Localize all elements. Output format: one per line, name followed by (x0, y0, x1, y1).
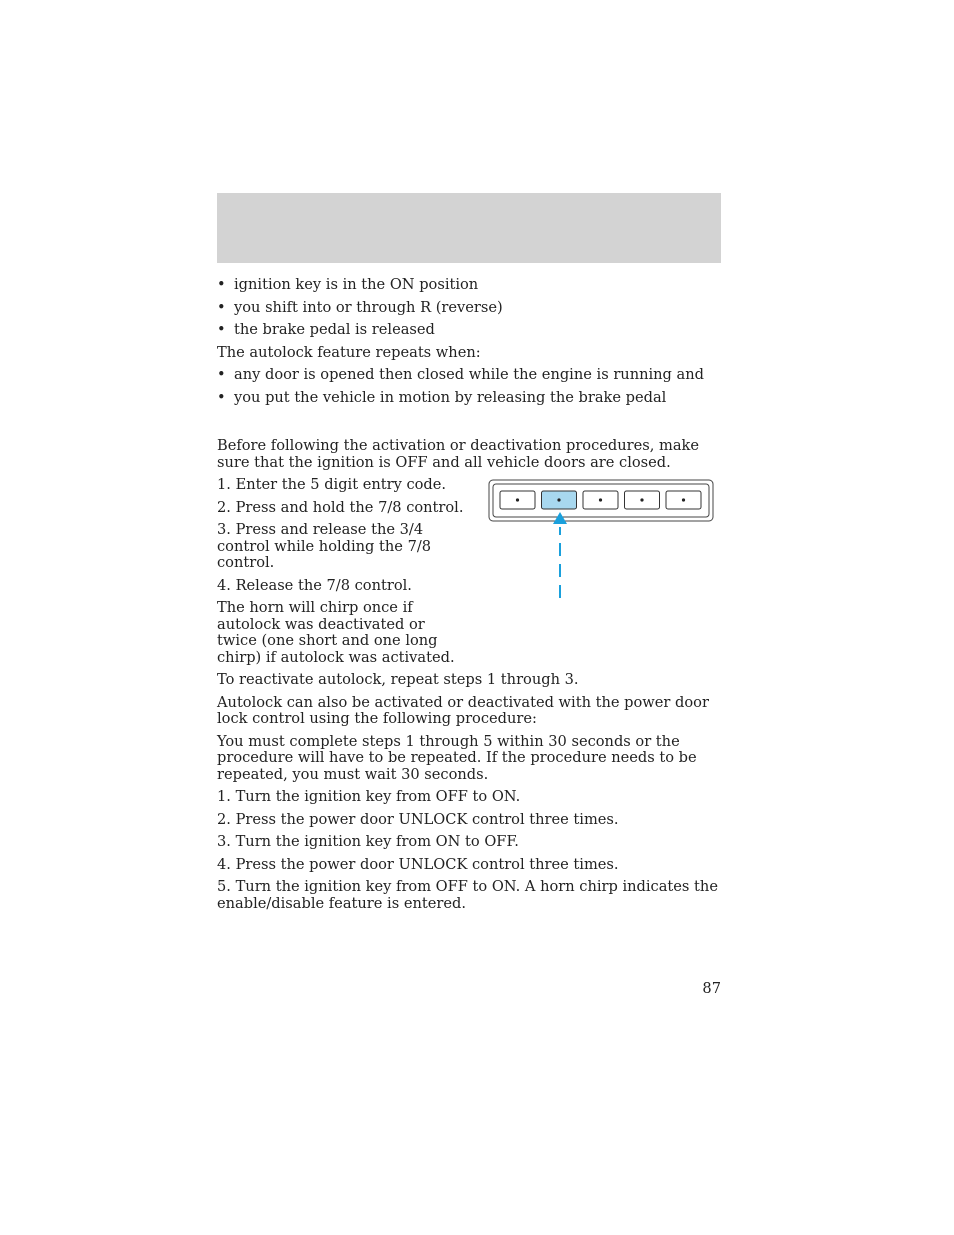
repeat-intro: The autolock feature repeats when: (217, 343, 481, 361)
bullet-icon: • (217, 321, 226, 338)
bullet-icon: • (217, 276, 226, 293)
power-step: 1. Turn the ignition key from OFF to ON. (217, 788, 521, 805)
power-lock-intro: Autolock can also be activated or deactivated with the power door lock control using the following procedure: (217, 693, 709, 727)
bullet-icon: • (217, 298, 226, 316)
list-item-text: the brake pedal is released (234, 321, 435, 338)
list-item (217, 277, 723, 294)
keypad-step: 1. Enter the 5 digit entry code. (217, 476, 447, 493)
horn-note: The horn will chirp once if autolock was deactivated or twice (one short and one long chirp) if autolock was activated. (217, 599, 455, 666)
page-number: 87 (702, 980, 721, 997)
keypad-buttons (500, 491, 701, 509)
list-item (217, 390, 723, 407)
keypad-step: 2. Press and hold the 7/8 control. (217, 498, 464, 516)
list-item (217, 300, 723, 317)
list-item-text: ignition key is in the ON position (234, 276, 479, 293)
keypad-button-dot-icon (599, 498, 602, 501)
keypad-step: 4. Release the 7/8 control. (217, 576, 412, 594)
keypad-button-dot-icon (557, 498, 560, 501)
keypad-step: 3. Press and release the 3/4 control while holding the 7/8 control. (217, 521, 432, 571)
reactivate-note: To reactivate autolock, repeat steps 1 through 3. (217, 671, 579, 688)
power-step: 2. Press the power door UNLOCK control three times. (217, 810, 619, 828)
keypad-section (217, 477, 723, 672)
list-item (217, 367, 723, 384)
bullet-icon: • (217, 366, 226, 383)
list-item-text: you put the vehicle in motion by releasing the brake pedal (234, 388, 667, 406)
power-step: 3. Turn the ignition key from ON to OFF. (217, 833, 519, 850)
power-step: 4. Press the power door UNLOCK control three times. (217, 855, 619, 873)
keypad-button-dot-icon (516, 498, 519, 501)
list-item-text: any door is opened then closed while the engine is running and (234, 366, 704, 383)
before-note: Before following the activation or deactivation procedures, make sure that the ignition is OFF and all vehicle doors are closed. (217, 437, 700, 471)
page-content (217, 277, 723, 918)
time-note: You must complete steps 1 through 5 within 30 seconds or the procedure will have to be repeated. If the procedure needs to be repeated, you must wait 30 seconds. (217, 732, 697, 783)
bullet-icon: • (217, 388, 226, 406)
list-item (217, 322, 723, 339)
keypad-button-dot-icon (640, 498, 643, 501)
keypad-illustration (488, 479, 714, 603)
list-item-text: you shift into or through R (reverse) (234, 298, 503, 316)
section-header-band (217, 193, 721, 263)
keypad-button-dot-icon (682, 498, 685, 501)
power-step: 5. Turn the ignition key from OFF to ON. A horn chirp indicates the enable/disable feature is entered. (217, 878, 718, 912)
